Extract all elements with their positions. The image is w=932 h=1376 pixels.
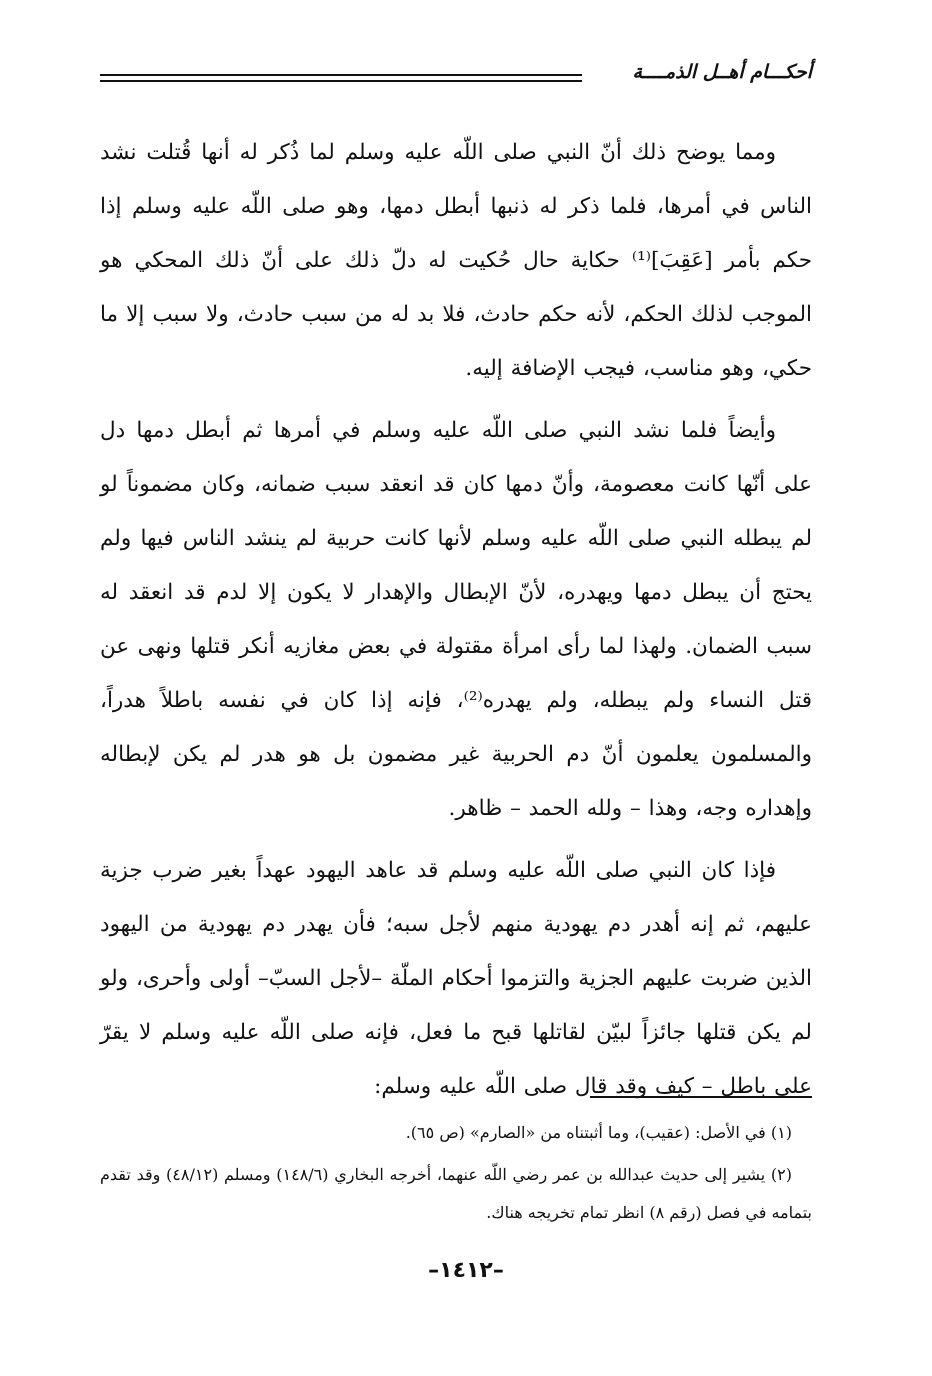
footnote-2: (٢) يشير إلى حديث عبدالله بن عمر رضي اللّه عنهما، أخرجه البخاري (١٤٨/٦) ومسلم (٤٨/١٢) وقد تقدم بتمامه في فصل (رقم ٨) انظر تمام تخريجه هناك. (100, 1165, 812, 1222)
running-header-title: أحكـــام أهــل الذمــــة (632, 61, 812, 83)
paragraph-2: وأيضاً فلما نشد النبي صلى اللّه عليه وسلم في أمرها ثم أبطل دمها دل على أنّها كانت معصومة، وأنّ دمها كان قد انعقد سبب ضمانه، وكان مضموناً لو لم يبطله النبي صلى اللّه عليه وسلم لأنها كانت حربية لم ينشد الناس فيها ولم يحتج أن يبطل دمها ويهدره، لأنّ الإبطال والإهدار لا يكون إلا لدم قد انعقد له سبب الضمان. ولهذا لما رأى امرأة مقتولة في بعض مغازيه أنكر قتلها ونهى عن قتل النساء ولم يبطله، ولم يهدره⁽²⁾، فإنه إذا كان في نفسه باطلاً هدراً، والمسلمون يعلمون أنّ دم الحربية غير مضمون بل هو هدر لم يكن لإبطاله وإهداره وجه، وهذا – ولله الحمد – ظاهر. (100, 418, 813, 821)
footnote-separator (590, 1096, 812, 1098)
main-text (100, 126, 812, 1122)
footnote-1: (١) في الأصل: (عقيب)، وما أثبتناه من «الصارم» (ص ٦٥). (405, 1123, 792, 1142)
paragraph-1: ومما يوضح ذلك أنّ النبي صلى اللّه عليه وسلم لما ذُكر له أنها قُتلت نشد الناس في أمرها، فلما ذكر له ذنبها أبطل دمها، وهو صلى اللّه عليه وسلم إذا حكم بأمر [عَقِبَ]⁽¹⁾ حكاية حال حُكيت له دلّ ذلك على أنّ ذلك المحكي هو الموجب لذلك الحكم، لأنه حكم حادث، فلا بد له من سبب حادث، ولا سبب إلا ما حكي، وهو مناسب، فيجب الإضافة إليه. (100, 140, 812, 381)
paragraph-3: فإذا كان النبي صلى اللّه عليه وسلم قد عاهد اليهود عهداً بغير ضرب جزية عليهم، ثم إنه أهدر دم يهودية منهم لأجل سبه؛ فأن يهدر دم يهودية من اليهود الذين ضربت عليهم الجزية والتزموا أحكام الملّة –لأجل السبّ– أولى وأحرى، ولو لم يكن قتلها جائزاً لبيّن لقاتلها قبح ما فعل، فإنه صلى اللّه عليه وسلم لا يقرّ على باطل – كيف وقد قال صلى اللّه عليه وسلم: (100, 858, 812, 1099)
page-number: –١٤١٢– (428, 1258, 504, 1283)
header-double-rule (100, 74, 582, 82)
running-header (100, 58, 812, 98)
footnotes (100, 1114, 812, 1236)
